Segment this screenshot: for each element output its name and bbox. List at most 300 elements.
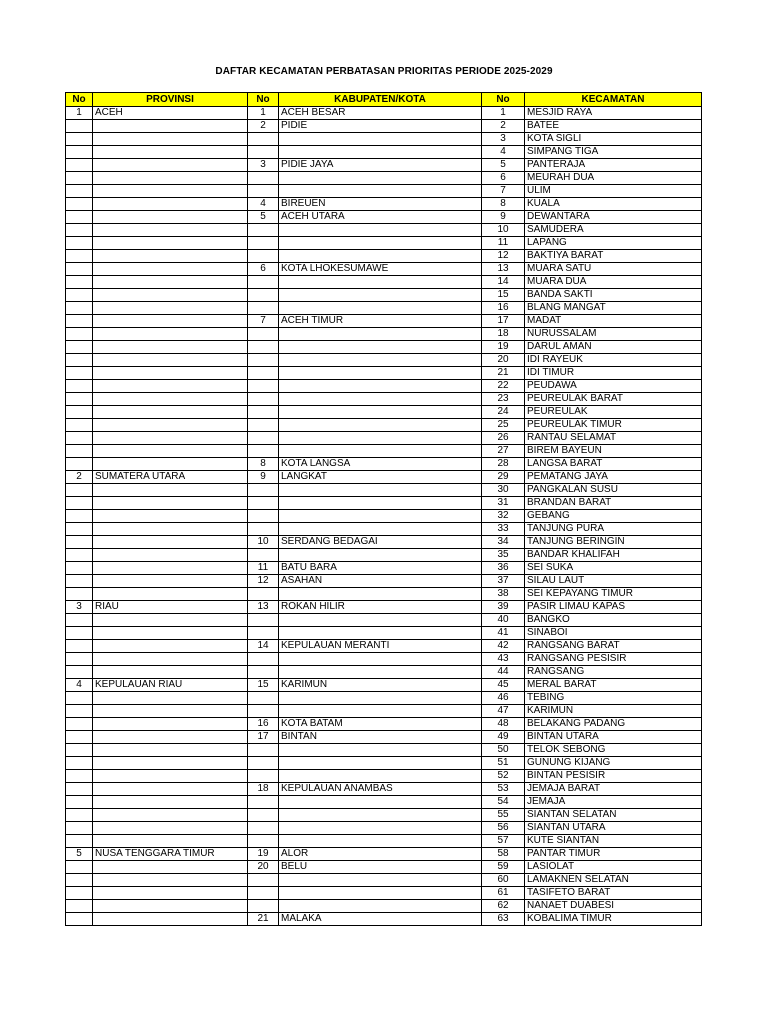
- cell-no-provinsi: [66, 536, 93, 549]
- cell-kecamatan: PEUDAWA: [525, 380, 702, 393]
- cell-no-kecamatan: 54: [482, 796, 525, 809]
- cell-no-kabupaten: 18: [248, 783, 279, 796]
- kecamatan-table: [65, 92, 702, 926]
- cell-kecamatan: BINTAN PESISIR: [525, 770, 702, 783]
- cell-kabupaten-kota: [279, 380, 482, 393]
- cell-no-kabupaten: [248, 614, 279, 627]
- cell-kabupaten-kota: [279, 354, 482, 367]
- cell-no-kabupaten: [248, 692, 279, 705]
- cell-kecamatan: BELAKANG PADANG: [525, 718, 702, 731]
- cell-kabupaten-kota: ACEH BESAR: [279, 107, 482, 120]
- cell-provinsi: [93, 276, 248, 289]
- table-row: [66, 393, 702, 406]
- cell-kecamatan: DARUL AMAN: [525, 341, 702, 354]
- cell-no-kabupaten: [248, 133, 279, 146]
- cell-provinsi: [93, 653, 248, 666]
- cell-provinsi: [93, 796, 248, 809]
- table-row: [66, 263, 702, 276]
- cell-kecamatan: MESJID RAYA: [525, 107, 702, 120]
- cell-no-kecamatan: 60: [482, 874, 525, 887]
- cell-no-kabupaten: [248, 224, 279, 237]
- cell-no-provinsi: [66, 757, 93, 770]
- cell-no-kecamatan: 23: [482, 393, 525, 406]
- cell-no-provinsi: [66, 614, 93, 627]
- cell-provinsi: [93, 133, 248, 146]
- cell-no-kabupaten: [248, 744, 279, 757]
- cell-provinsi: NUSA TENGGARA TIMUR: [93, 848, 248, 861]
- cell-kabupaten-kota: [279, 835, 482, 848]
- cell-no-provinsi: [66, 341, 93, 354]
- cell-provinsi: [93, 367, 248, 380]
- table-row: [66, 146, 702, 159]
- cell-kabupaten-kota: PIDIE: [279, 120, 482, 133]
- cell-no-kabupaten: [248, 627, 279, 640]
- cell-no-kabupaten: [248, 341, 279, 354]
- cell-kecamatan: KOTA SIGLI: [525, 133, 702, 146]
- cell-provinsi: [93, 588, 248, 601]
- cell-kecamatan: PASIR LIMAU KAPAS: [525, 601, 702, 614]
- cell-no-kabupaten: [248, 796, 279, 809]
- cell-kabupaten-kota: [279, 757, 482, 770]
- cell-kabupaten-kota: [279, 406, 482, 419]
- cell-no-kecamatan: 8: [482, 198, 525, 211]
- table-row: [66, 835, 702, 848]
- cell-no-provinsi: [66, 250, 93, 263]
- cell-no-provinsi: [66, 562, 93, 575]
- cell-kabupaten-kota: KOTA BATAM: [279, 718, 482, 731]
- table-row: [66, 900, 702, 913]
- cell-no-kecamatan: 42: [482, 640, 525, 653]
- cell-no-provinsi: [66, 224, 93, 237]
- cell-kabupaten-kota: [279, 237, 482, 250]
- cell-no-kabupaten: [248, 757, 279, 770]
- cell-no-kecamatan: 20: [482, 354, 525, 367]
- cell-no-kecamatan: 26: [482, 432, 525, 445]
- cell-no-kecamatan: 35: [482, 549, 525, 562]
- cell-no-kecamatan: 21: [482, 367, 525, 380]
- cell-provinsi: [93, 146, 248, 159]
- cell-no-kecamatan: 16: [482, 302, 525, 315]
- cell-no-kabupaten: [248, 237, 279, 250]
- cell-no-kabupaten: 12: [248, 575, 279, 588]
- cell-kabupaten-kota: [279, 692, 482, 705]
- cell-no-kecamatan: 33: [482, 523, 525, 536]
- cell-no-provinsi: [66, 887, 93, 900]
- table-row: [66, 731, 702, 744]
- cell-kecamatan: GEBANG: [525, 510, 702, 523]
- cell-provinsi: [93, 536, 248, 549]
- cell-kabupaten-kota: [279, 887, 482, 900]
- cell-provinsi: [93, 666, 248, 679]
- cell-no-kabupaten: 1: [248, 107, 279, 120]
- cell-no-provinsi: [66, 120, 93, 133]
- cell-kecamatan: NURUSSALAM: [525, 328, 702, 341]
- cell-kecamatan: LASIOLAT: [525, 861, 702, 874]
- cell-no-provinsi: [66, 406, 93, 419]
- cell-kecamatan: SEI SUKA: [525, 562, 702, 575]
- header-no-kabupaten: No: [248, 93, 279, 107]
- cell-no-provinsi: [66, 900, 93, 913]
- cell-kabupaten-kota: KEPULAUAN MERANTI: [279, 640, 482, 653]
- cell-kecamatan: PEUREULAK: [525, 406, 702, 419]
- table-row: [66, 198, 702, 211]
- table-row: [66, 328, 702, 341]
- cell-no-kecamatan: 13: [482, 263, 525, 276]
- cell-no-kabupaten: 6: [248, 263, 279, 276]
- table-row: [66, 588, 702, 601]
- cell-no-provinsi: [66, 419, 93, 432]
- cell-provinsi: [93, 250, 248, 263]
- cell-no-kabupaten: [248, 302, 279, 315]
- cell-provinsi: [93, 718, 248, 731]
- cell-no-provinsi: [66, 809, 93, 822]
- cell-provinsi: [93, 510, 248, 523]
- cell-kecamatan: SIANTAN UTARA: [525, 822, 702, 835]
- cell-no-kabupaten: [248, 705, 279, 718]
- cell-no-kecamatan: 41: [482, 627, 525, 640]
- table-row: [66, 289, 702, 302]
- cell-no-provinsi: [66, 432, 93, 445]
- cell-kecamatan: MADAT: [525, 315, 702, 328]
- cell-kecamatan: MUARA SATU: [525, 263, 702, 276]
- cell-no-provinsi: 5: [66, 848, 93, 861]
- cell-kabupaten-kota: ALOR: [279, 848, 482, 861]
- cell-no-provinsi: [66, 510, 93, 523]
- cell-no-kabupaten: 4: [248, 198, 279, 211]
- cell-no-provinsi: [66, 211, 93, 224]
- cell-no-kecamatan: 63: [482, 913, 525, 926]
- cell-kecamatan: RANTAU SELAMAT: [525, 432, 702, 445]
- cell-no-kabupaten: [248, 497, 279, 510]
- cell-provinsi: [93, 263, 248, 276]
- cell-no-provinsi: [66, 458, 93, 471]
- table-row: [66, 575, 702, 588]
- table-row: [66, 640, 702, 653]
- cell-kabupaten-kota: [279, 289, 482, 302]
- table-row: [66, 107, 702, 120]
- cell-no-provinsi: 3: [66, 601, 93, 614]
- cell-no-kabupaten: [248, 146, 279, 159]
- cell-no-kabupaten: [248, 276, 279, 289]
- table-row: [66, 276, 702, 289]
- cell-no-provinsi: 2: [66, 471, 93, 484]
- cell-no-provinsi: [66, 497, 93, 510]
- cell-kabupaten-kota: [279, 224, 482, 237]
- cell-kabupaten-kota: [279, 627, 482, 640]
- cell-kabupaten-kota: [279, 796, 482, 809]
- table-row: [66, 120, 702, 133]
- cell-provinsi: [93, 172, 248, 185]
- cell-no-kabupaten: [248, 354, 279, 367]
- cell-no-provinsi: [66, 588, 93, 601]
- table-row: [66, 809, 702, 822]
- cell-no-provinsi: [66, 861, 93, 874]
- cell-kecamatan: JEMAJA: [525, 796, 702, 809]
- cell-kabupaten-kota: [279, 588, 482, 601]
- cell-no-provinsi: [66, 172, 93, 185]
- cell-no-provinsi: [66, 198, 93, 211]
- cell-no-kabupaten: 7: [248, 315, 279, 328]
- cell-kabupaten-kota: [279, 484, 482, 497]
- table-row: [66, 172, 702, 185]
- cell-kecamatan: SAMUDERA: [525, 224, 702, 237]
- cell-no-kecamatan: 27: [482, 445, 525, 458]
- cell-kabupaten-kota: BIREUEN: [279, 198, 482, 211]
- cell-no-provinsi: [66, 523, 93, 536]
- cell-kabupaten-kota: SERDANG BEDAGAI: [279, 536, 482, 549]
- table-row: [66, 419, 702, 432]
- cell-provinsi: ACEH: [93, 107, 248, 120]
- cell-provinsi: [93, 861, 248, 874]
- cell-kabupaten-kota: [279, 666, 482, 679]
- table-row: [66, 913, 702, 926]
- table-row: [66, 523, 702, 536]
- cell-no-kabupaten: [248, 328, 279, 341]
- cell-no-kecamatan: 6: [482, 172, 525, 185]
- cell-no-kabupaten: 14: [248, 640, 279, 653]
- table-row: [66, 757, 702, 770]
- cell-no-kecamatan: 22: [482, 380, 525, 393]
- table-row: [66, 861, 702, 874]
- cell-no-kabupaten: 16: [248, 718, 279, 731]
- cell-no-provinsi: [66, 874, 93, 887]
- cell-kecamatan: KUTE SIANTAN: [525, 835, 702, 848]
- table-row: [66, 744, 702, 757]
- cell-no-kabupaten: [248, 523, 279, 536]
- cell-no-kecamatan: 12: [482, 250, 525, 263]
- cell-no-kecamatan: 62: [482, 900, 525, 913]
- cell-no-provinsi: [66, 276, 93, 289]
- cell-provinsi: [93, 406, 248, 419]
- cell-no-kecamatan: 25: [482, 419, 525, 432]
- cell-no-kecamatan: 55: [482, 809, 525, 822]
- cell-no-provinsi: [66, 328, 93, 341]
- cell-no-kabupaten: [248, 900, 279, 913]
- table-header-row: [66, 93, 702, 107]
- cell-kabupaten-kota: [279, 510, 482, 523]
- cell-no-kabupaten: [248, 874, 279, 887]
- table-row: [66, 406, 702, 419]
- cell-no-kecamatan: 50: [482, 744, 525, 757]
- cell-kabupaten-kota: [279, 523, 482, 536]
- cell-kabupaten-kota: [279, 185, 482, 198]
- table-body: [66, 107, 702, 926]
- cell-no-kabupaten: [248, 809, 279, 822]
- cell-kabupaten-kota: [279, 250, 482, 263]
- cell-kecamatan: LAMAKNEN SELATAN: [525, 874, 702, 887]
- page-title: DAFTAR KECAMATAN PERBATASAN PRIORITAS PERIODE 2025-2029: [215, 66, 553, 77]
- cell-no-kabupaten: [248, 484, 279, 497]
- table-row: [66, 367, 702, 380]
- cell-provinsi: [93, 315, 248, 328]
- cell-kabupaten-kota: [279, 146, 482, 159]
- cell-kecamatan: KOBALIMA TIMUR: [525, 913, 702, 926]
- cell-kabupaten-kota: ACEH UTARA: [279, 211, 482, 224]
- cell-no-provinsi: [66, 146, 93, 159]
- cell-provinsi: [93, 458, 248, 471]
- cell-kecamatan: TANJUNG PURA: [525, 523, 702, 536]
- header-provinsi: PROVINSI: [93, 93, 248, 107]
- cell-no-provinsi: [66, 484, 93, 497]
- cell-provinsi: [93, 614, 248, 627]
- table-row: [66, 302, 702, 315]
- cell-no-kecamatan: 49: [482, 731, 525, 744]
- cell-kabupaten-kota: BINTAN: [279, 731, 482, 744]
- cell-no-provinsi: [66, 653, 93, 666]
- cell-kecamatan: BINTAN UTARA: [525, 731, 702, 744]
- cell-provinsi: [93, 887, 248, 900]
- cell-kecamatan: BAKTIYA BARAT: [525, 250, 702, 263]
- cell-no-provinsi: [66, 445, 93, 458]
- cell-provinsi: [93, 354, 248, 367]
- cell-no-provinsi: [66, 289, 93, 302]
- cell-kabupaten-kota: [279, 432, 482, 445]
- cell-no-provinsi: [66, 796, 93, 809]
- cell-no-kecamatan: 3: [482, 133, 525, 146]
- cell-kabupaten-kota: [279, 900, 482, 913]
- cell-provinsi: [93, 523, 248, 536]
- cell-no-kecamatan: 2: [482, 120, 525, 133]
- cell-kecamatan: JEMAJA BARAT: [525, 783, 702, 796]
- cell-provinsi: [93, 770, 248, 783]
- cell-kecamatan: PEUREULAK TIMUR: [525, 419, 702, 432]
- cell-no-kabupaten: [248, 406, 279, 419]
- cell-provinsi: [93, 341, 248, 354]
- cell-provinsi: [93, 380, 248, 393]
- table-row: [66, 432, 702, 445]
- cell-kabupaten-kota: [279, 367, 482, 380]
- cell-kabupaten-kota: [279, 809, 482, 822]
- cell-no-provinsi: [66, 380, 93, 393]
- table-row: [66, 666, 702, 679]
- table-row: [66, 848, 702, 861]
- cell-no-kecamatan: 17: [482, 315, 525, 328]
- cell-kecamatan: BRANDAN BARAT: [525, 497, 702, 510]
- cell-kabupaten-kota: [279, 172, 482, 185]
- cell-provinsi: [93, 484, 248, 497]
- cell-kecamatan: BIREM BAYEUN: [525, 445, 702, 458]
- cell-no-provinsi: [66, 237, 93, 250]
- cell-no-kecamatan: 15: [482, 289, 525, 302]
- cell-provinsi: [93, 289, 248, 302]
- cell-no-kabupaten: 21: [248, 913, 279, 926]
- cell-kabupaten-kota: [279, 302, 482, 315]
- cell-no-kabupaten: 3: [248, 159, 279, 172]
- cell-provinsi: RIAU: [93, 601, 248, 614]
- cell-provinsi: [93, 627, 248, 640]
- cell-no-provinsi: [66, 627, 93, 640]
- cell-no-provinsi: [66, 315, 93, 328]
- cell-kabupaten-kota: [279, 549, 482, 562]
- cell-no-provinsi: [66, 354, 93, 367]
- cell-no-kabupaten: [248, 510, 279, 523]
- cell-provinsi: [93, 744, 248, 757]
- table-row: [66, 250, 702, 263]
- cell-kabupaten-kota: [279, 822, 482, 835]
- cell-no-provinsi: [66, 835, 93, 848]
- cell-provinsi: [93, 120, 248, 133]
- cell-no-kecamatan: 61: [482, 887, 525, 900]
- cell-no-kecamatan: 31: [482, 497, 525, 510]
- header-no-provinsi: No: [66, 93, 93, 107]
- cell-no-kabupaten: 19: [248, 848, 279, 861]
- cell-no-kabupaten: 13: [248, 601, 279, 614]
- cell-no-provinsi: [66, 731, 93, 744]
- cell-kabupaten-kota: KOTA LHOKESUMAWE: [279, 263, 482, 276]
- cell-no-kecamatan: 43: [482, 653, 525, 666]
- cell-provinsi: [93, 822, 248, 835]
- cell-no-kecamatan: 28: [482, 458, 525, 471]
- cell-kecamatan: SEI KEPAYANG TIMUR: [525, 588, 702, 601]
- cell-provinsi: [93, 302, 248, 315]
- cell-no-provinsi: [66, 770, 93, 783]
- cell-no-provinsi: [66, 692, 93, 705]
- cell-kabupaten-kota: KEPULAUAN ANAMBAS: [279, 783, 482, 796]
- cell-kecamatan: TEBING: [525, 692, 702, 705]
- cell-no-kecamatan: 56: [482, 822, 525, 835]
- table-row: [66, 653, 702, 666]
- table-row: [66, 471, 702, 484]
- table-row: [66, 614, 702, 627]
- cell-kecamatan: SIMPANG TIGA: [525, 146, 702, 159]
- cell-no-kecamatan: 7: [482, 185, 525, 198]
- cell-kabupaten-kota: [279, 705, 482, 718]
- cell-kecamatan: BANDA SAKTI: [525, 289, 702, 302]
- cell-no-kabupaten: [248, 666, 279, 679]
- cell-no-kabupaten: [248, 419, 279, 432]
- cell-no-kecamatan: 34: [482, 536, 525, 549]
- table-row: [66, 822, 702, 835]
- cell-kabupaten-kota: ROKAN HILIR: [279, 601, 482, 614]
- cell-no-kecamatan: 5: [482, 159, 525, 172]
- cell-kabupaten-kota: [279, 328, 482, 341]
- cell-kecamatan: PANTERAJA: [525, 159, 702, 172]
- cell-provinsi: KEPULAUAN RIAU: [93, 679, 248, 692]
- cell-kabupaten-kota: LANGKAT: [279, 471, 482, 484]
- table-row: [66, 783, 702, 796]
- cell-kecamatan: PEUREULAK BARAT: [525, 393, 702, 406]
- cell-no-kabupaten: [248, 549, 279, 562]
- cell-no-provinsi: [66, 666, 93, 679]
- cell-kecamatan: IDI RAYEUK: [525, 354, 702, 367]
- cell-kecamatan: SINABOI: [525, 627, 702, 640]
- cell-no-provinsi: [66, 549, 93, 562]
- cell-no-provinsi: [66, 263, 93, 276]
- cell-provinsi: [93, 328, 248, 341]
- cell-kabupaten-kota: [279, 133, 482, 146]
- cell-kecamatan: ULIM: [525, 185, 702, 198]
- cell-no-kecamatan: 57: [482, 835, 525, 848]
- cell-no-kabupaten: 5: [248, 211, 279, 224]
- cell-kecamatan: IDI TIMUR: [525, 367, 702, 380]
- table-row: [66, 458, 702, 471]
- table-row: [66, 770, 702, 783]
- cell-no-provinsi: [66, 705, 93, 718]
- cell-no-kecamatan: 44: [482, 666, 525, 679]
- cell-kecamatan: MERAL BARAT: [525, 679, 702, 692]
- cell-kecamatan: SILAU LAUT: [525, 575, 702, 588]
- cell-no-kabupaten: [248, 367, 279, 380]
- cell-provinsi: [93, 705, 248, 718]
- table-row: [66, 887, 702, 900]
- cell-provinsi: [93, 198, 248, 211]
- cell-no-kabupaten: [248, 770, 279, 783]
- cell-kecamatan: LANGSA BARAT: [525, 458, 702, 471]
- cell-no-kabupaten: [248, 887, 279, 900]
- table-row: [66, 133, 702, 146]
- cell-kecamatan: LAPANG: [525, 237, 702, 250]
- cell-no-kabupaten: 11: [248, 562, 279, 575]
